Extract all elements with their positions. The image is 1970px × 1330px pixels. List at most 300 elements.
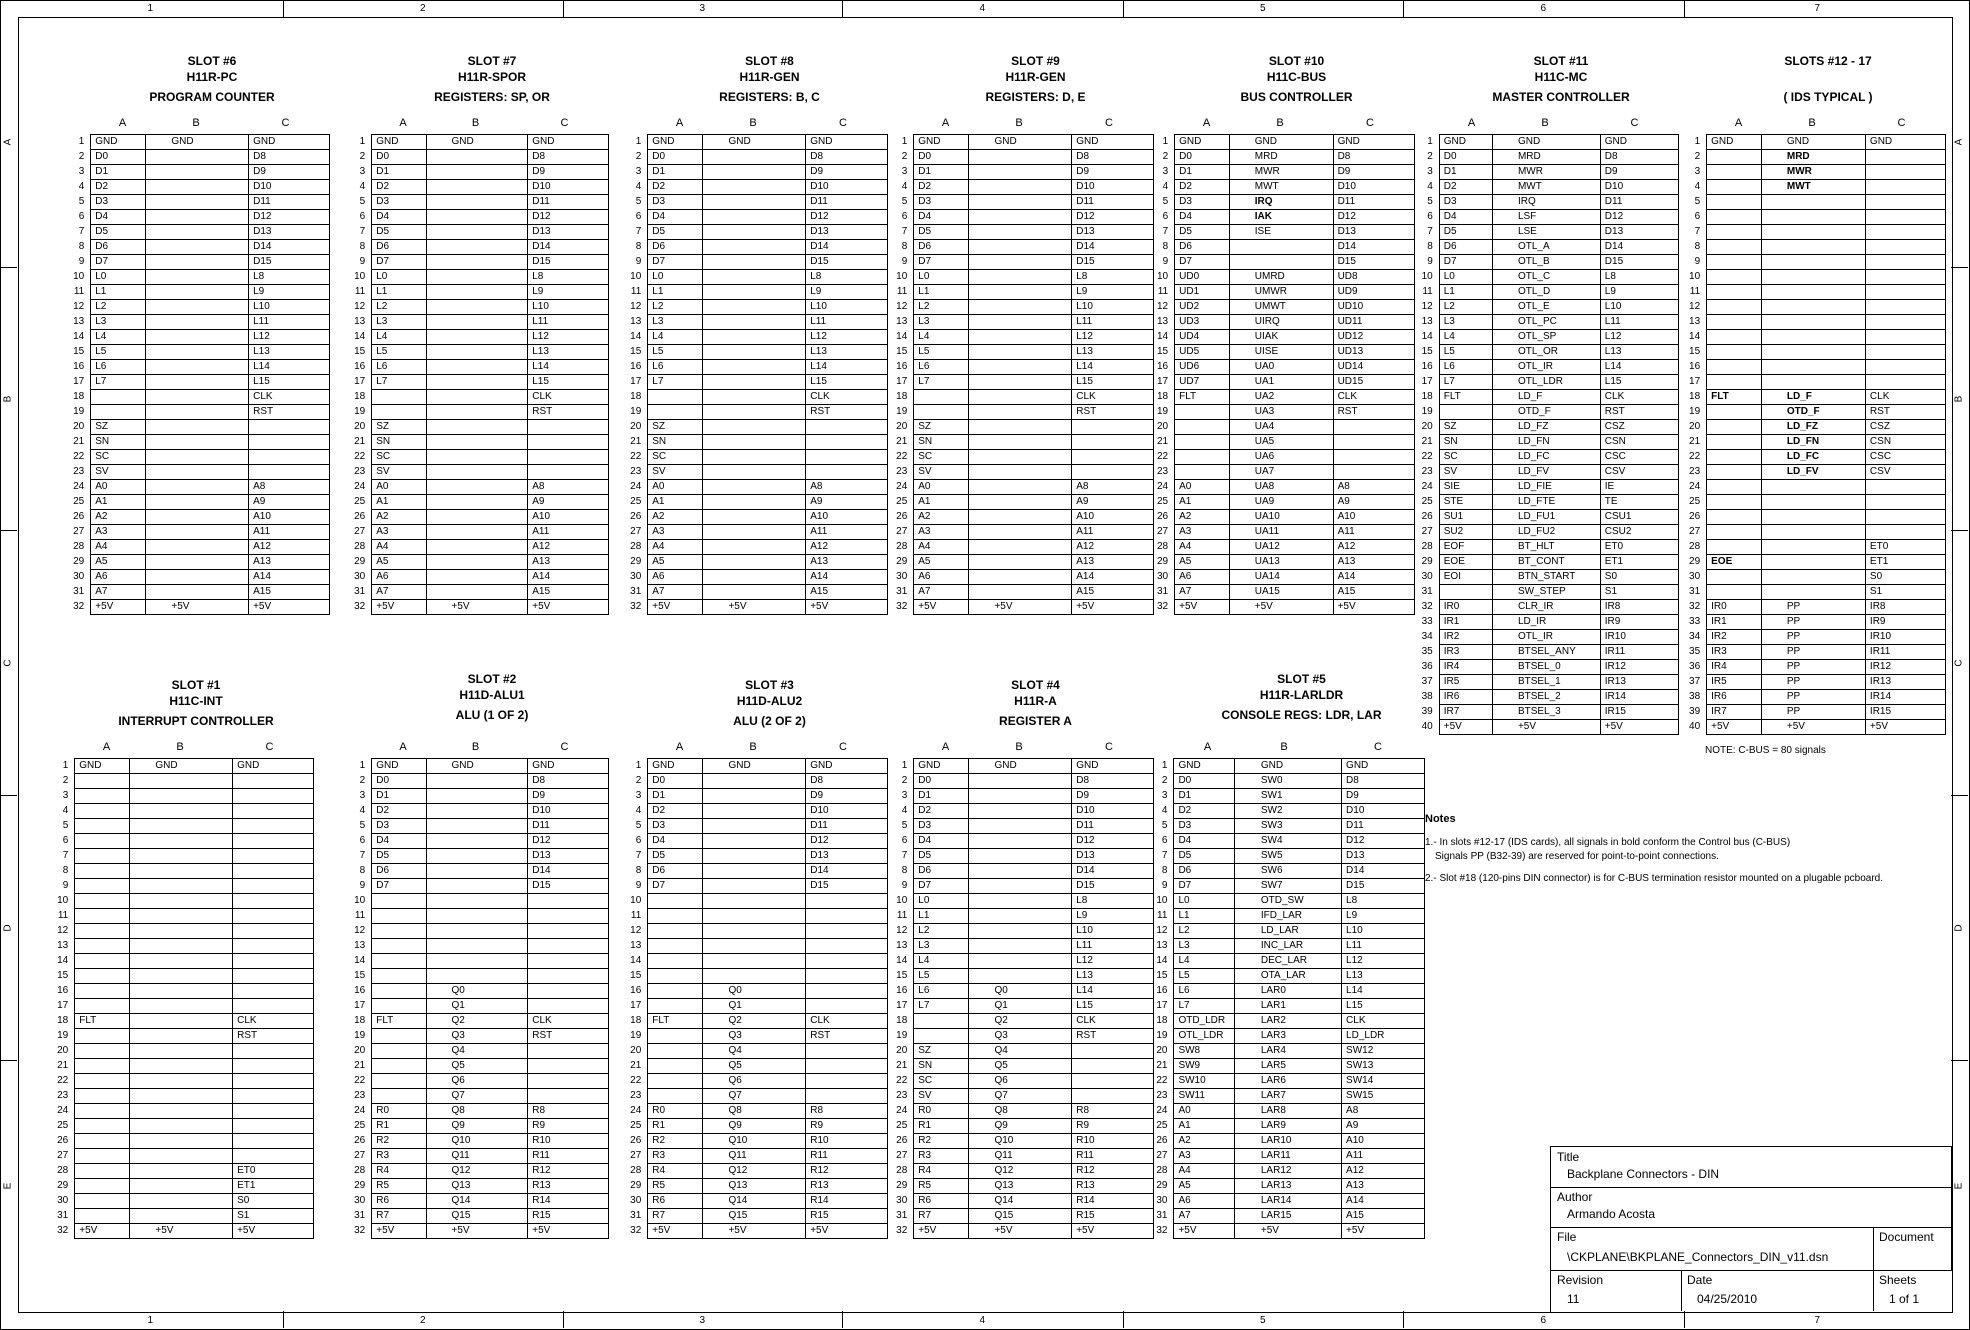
pin-signal bbox=[146, 480, 249, 495]
pin-number: 9 bbox=[1162, 256, 1169, 267]
pin-number: 7 bbox=[901, 850, 908, 861]
pin-signal bbox=[75, 834, 130, 849]
pin-signal bbox=[130, 1089, 233, 1104]
pin-number: 4 bbox=[359, 805, 366, 816]
pin-number: 14 bbox=[73, 331, 85, 342]
pin-signal: GND bbox=[914, 135, 969, 150]
pin-signal bbox=[426, 525, 528, 540]
pin-signal: LD_FN bbox=[1492, 435, 1600, 450]
pin-number: 6 bbox=[1162, 211, 1169, 222]
pin-number: 24 bbox=[354, 1105, 366, 1116]
pin-number: 31 bbox=[73, 586, 85, 597]
pin-number: 2 bbox=[1161, 775, 1168, 786]
pin-signal bbox=[1761, 285, 1865, 300]
pin-signal: GND bbox=[426, 759, 528, 774]
pin-row bbox=[623, 135, 888, 150]
pin-row bbox=[66, 195, 330, 210]
pin-signal bbox=[806, 999, 888, 1014]
pin-number: 19 bbox=[896, 1030, 908, 1041]
pin-signal bbox=[426, 924, 528, 939]
pin-row bbox=[623, 180, 888, 195]
pin-signal: FLT bbox=[1439, 390, 1492, 405]
pin-number: 27 bbox=[1156, 1150, 1168, 1161]
pin-row bbox=[66, 180, 330, 195]
pin-number: 27 bbox=[354, 1150, 366, 1161]
pin-table bbox=[1150, 758, 1425, 1239]
pin-row bbox=[1415, 375, 1679, 390]
pin-signal: A8 bbox=[1333, 480, 1414, 495]
pin-signal bbox=[233, 984, 314, 999]
pin-signal bbox=[233, 1104, 314, 1119]
pin-signal bbox=[703, 270, 806, 285]
pin-signal: UA6 bbox=[1229, 450, 1333, 465]
pin-signal: A5 bbox=[914, 555, 969, 570]
pin-row bbox=[1150, 375, 1415, 390]
pin-signal: IR10 bbox=[1865, 630, 1945, 645]
column-header-a: A bbox=[941, 741, 950, 753]
pin-number: 9 bbox=[62, 880, 69, 891]
slot-header-line1: SLOT #7 bbox=[467, 54, 517, 68]
pin-signal bbox=[1707, 315, 1762, 330]
pin-number: 27 bbox=[1421, 526, 1433, 537]
pin-row bbox=[1415, 165, 1679, 180]
pin-row bbox=[1682, 330, 1946, 345]
pin-signal: MRD bbox=[1761, 150, 1865, 165]
slot-header-line3: CONSOLE REGS: LDR, LAR bbox=[1221, 708, 1382, 722]
pin-row bbox=[1682, 540, 1946, 555]
pin-signal bbox=[1707, 585, 1762, 600]
pin-row bbox=[889, 1134, 1154, 1149]
pin-signal: FLT bbox=[1175, 390, 1230, 405]
pin-number: 28 bbox=[896, 541, 908, 552]
pin-signal: A12 bbox=[1342, 1164, 1425, 1179]
pin-row bbox=[1150, 789, 1425, 804]
notes-heading: Notes bbox=[1425, 813, 1456, 825]
pin-row bbox=[1150, 1194, 1425, 1209]
pin-row bbox=[50, 954, 314, 969]
pin-row bbox=[1150, 1044, 1425, 1059]
pin-signal: +5V bbox=[1342, 1224, 1425, 1239]
pin-signal: D4 bbox=[91, 210, 146, 225]
pin-signal bbox=[1761, 495, 1865, 510]
pin-number: 15 bbox=[896, 346, 908, 357]
pin-number: 30 bbox=[73, 571, 85, 582]
pin-signal bbox=[1865, 285, 1945, 300]
pin-signal: D7 bbox=[1439, 255, 1492, 270]
pin-signal: D0 bbox=[1175, 150, 1230, 165]
pin-row bbox=[66, 150, 330, 165]
pin-signal: D8 bbox=[1333, 150, 1414, 165]
pin-signal: D15 bbox=[806, 879, 888, 894]
pin-signal bbox=[1175, 465, 1230, 480]
pin-signal bbox=[1707, 150, 1762, 165]
pin-number: 26 bbox=[896, 1135, 908, 1146]
pin-row bbox=[1150, 510, 1415, 525]
pin-signal: RST bbox=[1333, 405, 1414, 420]
pin-signal: IR9 bbox=[1600, 615, 1678, 630]
pin-signal bbox=[426, 939, 528, 954]
pin-number: 25 bbox=[57, 1120, 69, 1131]
pin-signal: +5V bbox=[1761, 720, 1865, 735]
pin-number: 8 bbox=[901, 865, 908, 876]
pin-signal bbox=[130, 1194, 233, 1209]
pin-signal bbox=[528, 1059, 609, 1074]
pin-number: 32 bbox=[896, 601, 908, 612]
pin-row bbox=[623, 210, 888, 225]
pin-number: 32 bbox=[1157, 601, 1169, 612]
pin-number: 24 bbox=[354, 481, 366, 492]
pin-signal bbox=[146, 255, 249, 270]
pin-signal: A9 bbox=[249, 495, 330, 510]
pin-signal: LSE bbox=[1492, 225, 1600, 240]
pin-row bbox=[1682, 675, 1946, 690]
pin-signal: D13 bbox=[1072, 225, 1154, 240]
pin-number: 31 bbox=[354, 586, 366, 597]
pin-signal: D8 bbox=[1072, 150, 1154, 165]
pin-signal: L4 bbox=[914, 954, 969, 969]
pin-signal: GND bbox=[528, 759, 609, 774]
pin-signal bbox=[1707, 180, 1762, 195]
pin-signal: L12 bbox=[528, 330, 609, 345]
pin-number: 22 bbox=[630, 451, 642, 462]
pin-signal: LD_F bbox=[1761, 390, 1865, 405]
pin-signal: GND bbox=[1865, 135, 1945, 150]
pin-row bbox=[889, 804, 1154, 819]
pin-signal bbox=[75, 1164, 130, 1179]
pin-signal: Q0 bbox=[969, 984, 1072, 999]
pin-signal: +5V bbox=[1600, 720, 1678, 735]
pin-number: 16 bbox=[1157, 361, 1169, 372]
pin-signal: D14 bbox=[528, 864, 609, 879]
pin-signal: Q9 bbox=[969, 1119, 1072, 1134]
pin-signal bbox=[1761, 300, 1865, 315]
pin-signal bbox=[528, 939, 609, 954]
pin-number: 26 bbox=[896, 511, 908, 522]
pin-signal: A1 bbox=[91, 495, 146, 510]
pin-signal: D14 bbox=[1600, 240, 1678, 255]
pin-number: 10 bbox=[354, 895, 366, 906]
pin-signal bbox=[969, 390, 1072, 405]
pin-signal: D2 bbox=[1174, 804, 1234, 819]
pin-number: 26 bbox=[73, 511, 85, 522]
pin-signal bbox=[1865, 375, 1945, 390]
pin-signal: UD4 bbox=[1175, 330, 1230, 345]
pin-number: 4 bbox=[1161, 805, 1168, 816]
pin-signal: L15 bbox=[1072, 375, 1154, 390]
pin-signal bbox=[528, 894, 609, 909]
pin-signal: A11 bbox=[1342, 1149, 1425, 1164]
pin-signal: L7 bbox=[914, 999, 969, 1014]
pin-number: 14 bbox=[896, 955, 908, 966]
pin-signal: L11 bbox=[806, 315, 888, 330]
pin-signal bbox=[969, 345, 1072, 360]
pin-row bbox=[347, 894, 609, 909]
pin-signal bbox=[130, 1029, 233, 1044]
pin-signal: D13 bbox=[249, 225, 330, 240]
pin-signal: D15 bbox=[1072, 879, 1154, 894]
pin-number: 16 bbox=[896, 361, 908, 372]
pin-row bbox=[1682, 270, 1946, 285]
pin-signal: D7 bbox=[648, 879, 703, 894]
pin-number: 5 bbox=[1161, 820, 1168, 831]
pin-row bbox=[623, 924, 888, 939]
pin-signal: D3 bbox=[372, 819, 426, 834]
pin-signal: D5 bbox=[372, 225, 426, 240]
pin-number: 10 bbox=[896, 895, 908, 906]
pin-signal bbox=[1072, 1074, 1154, 1089]
pin-row bbox=[623, 804, 888, 819]
pin-signal bbox=[969, 954, 1072, 969]
pin-signal bbox=[703, 390, 806, 405]
pin-signal: IR2 bbox=[1707, 630, 1762, 645]
revision-value: 11 bbox=[1567, 1292, 1580, 1306]
pin-signal: CLK bbox=[1865, 390, 1945, 405]
pin-signal: SV bbox=[1439, 465, 1492, 480]
pin-signal: OTL_IR bbox=[1492, 360, 1600, 375]
pin-signal: L14 bbox=[1072, 360, 1154, 375]
pin-row bbox=[66, 390, 330, 405]
pin-signal: LD_FU1 bbox=[1492, 510, 1600, 525]
pin-number: 3 bbox=[901, 790, 908, 801]
pin-signal: SC bbox=[1439, 450, 1492, 465]
pin-number: 9 bbox=[1161, 880, 1168, 891]
pin-signal: D10 bbox=[1342, 804, 1425, 819]
pin-signal: GND bbox=[806, 759, 888, 774]
pin-signal bbox=[75, 819, 130, 834]
pin-signal bbox=[1761, 210, 1865, 225]
pin-row bbox=[1682, 390, 1946, 405]
slot-header-line1: SLOT #10 bbox=[1268, 54, 1325, 68]
pin-signal bbox=[806, 420, 888, 435]
pin-row bbox=[1415, 240, 1679, 255]
pin-signal: L10 bbox=[1072, 300, 1154, 315]
pin-signal: +5V bbox=[1174, 1224, 1234, 1239]
pin-signal: L12 bbox=[1600, 330, 1678, 345]
pin-number: 13 bbox=[354, 940, 366, 951]
pin-signal: D11 bbox=[1342, 819, 1425, 834]
pin-signal: A14 bbox=[528, 570, 609, 585]
pin-row bbox=[889, 759, 1154, 774]
pin-signal bbox=[703, 375, 806, 390]
pin-signal bbox=[703, 420, 806, 435]
pin-number: 2 bbox=[1162, 151, 1169, 162]
pin-signal: A15 bbox=[1342, 1209, 1425, 1224]
pin-signal bbox=[372, 939, 426, 954]
pin-number: 28 bbox=[630, 541, 642, 552]
pin-signal: CSC bbox=[1600, 450, 1678, 465]
pin-row bbox=[889, 525, 1154, 540]
pin-signal: D7 bbox=[648, 255, 703, 270]
pin-row bbox=[623, 465, 888, 480]
pin-row bbox=[889, 849, 1154, 864]
pin-signal bbox=[233, 999, 314, 1014]
pin-table bbox=[889, 134, 1154, 615]
pin-signal: SV bbox=[648, 465, 703, 480]
pin-number: 3 bbox=[78, 166, 85, 177]
pin-row bbox=[347, 789, 609, 804]
pin-table bbox=[1415, 134, 1679, 735]
pin-row bbox=[889, 969, 1154, 984]
pin-signal: UA7 bbox=[1229, 465, 1333, 480]
pin-signal bbox=[1865, 210, 1945, 225]
pin-number: 19 bbox=[57, 1030, 69, 1041]
pin-row bbox=[347, 1014, 609, 1029]
pin-signal: L4 bbox=[914, 330, 969, 345]
pin-row bbox=[347, 150, 609, 165]
pin-row bbox=[66, 600, 330, 615]
pin-row bbox=[347, 879, 609, 894]
pin-signal: S1 bbox=[1600, 585, 1678, 600]
pin-signal bbox=[703, 210, 806, 225]
pin-signal bbox=[426, 360, 528, 375]
pin-number: 7 bbox=[359, 226, 366, 237]
pin-row bbox=[1150, 345, 1415, 360]
document-label: Document bbox=[1879, 1230, 1934, 1244]
pin-number: 14 bbox=[57, 955, 69, 966]
pin-signal: D9 bbox=[1600, 165, 1678, 180]
pin-signal bbox=[372, 969, 426, 984]
pin-row bbox=[889, 240, 1154, 255]
pin-row bbox=[1150, 135, 1415, 150]
pin-signal bbox=[1761, 330, 1865, 345]
pin-signal: A12 bbox=[528, 540, 609, 555]
pin-signal bbox=[146, 510, 249, 525]
pin-signal: D4 bbox=[648, 834, 703, 849]
pin-signal: D9 bbox=[1072, 165, 1154, 180]
pin-number: 1 bbox=[78, 136, 85, 147]
pin-signal: L12 bbox=[1072, 954, 1154, 969]
pin-signal: +5V bbox=[426, 600, 528, 615]
pin-signal: GND bbox=[1342, 759, 1425, 774]
slot-header bbox=[651, 53, 888, 105]
pin-signal bbox=[969, 540, 1072, 555]
pin-number: 2 bbox=[1427, 151, 1433, 162]
pin-signal: D3 bbox=[648, 819, 703, 834]
pin-signal: Q2 bbox=[703, 1014, 806, 1029]
pin-signal bbox=[703, 180, 806, 195]
pin-row bbox=[1682, 495, 1946, 510]
pin-signal bbox=[703, 480, 806, 495]
pin-signal bbox=[372, 954, 426, 969]
zone-row-label: A bbox=[2, 138, 14, 146]
column-header-b: B bbox=[192, 117, 200, 129]
pin-signal: A2 bbox=[91, 510, 146, 525]
pin-row bbox=[1682, 315, 1946, 330]
pin-signal: L3 bbox=[372, 315, 426, 330]
pin-number: 10 bbox=[354, 271, 366, 282]
pin-signal: D1 bbox=[1174, 789, 1234, 804]
pin-signal: D10 bbox=[1600, 180, 1678, 195]
pin-number: 34 bbox=[1421, 631, 1433, 642]
pin-signal: GND bbox=[969, 759, 1072, 774]
pin-signal: L15 bbox=[1342, 999, 1425, 1014]
pin-signal: +5V bbox=[1492, 720, 1600, 735]
pin-number: 13 bbox=[1157, 316, 1169, 327]
pin-signal: IR2 bbox=[1439, 630, 1492, 645]
pin-signal bbox=[648, 984, 703, 999]
pin-row bbox=[347, 1074, 609, 1089]
pin-signal bbox=[648, 390, 703, 405]
pin-number: 21 bbox=[354, 436, 366, 447]
pin-number: 8 bbox=[901, 241, 908, 252]
pin-row bbox=[347, 540, 609, 555]
pin-signal: IR1 bbox=[1707, 615, 1762, 630]
pin-signal bbox=[914, 1029, 969, 1044]
pin-number: 10 bbox=[1689, 271, 1701, 282]
pin-row bbox=[1150, 1074, 1425, 1089]
pin-row bbox=[889, 255, 1154, 270]
pin-signal: LAR7 bbox=[1234, 1089, 1341, 1104]
pin-number: 4 bbox=[1162, 181, 1169, 192]
pin-signal: MRD bbox=[1492, 150, 1600, 165]
pin-signal bbox=[1707, 570, 1762, 585]
pin-signal: L8 bbox=[1600, 270, 1678, 285]
pin-table bbox=[623, 758, 888, 1239]
pin-number: 14 bbox=[630, 331, 642, 342]
pin-number: 30 bbox=[630, 1195, 642, 1206]
pin-row bbox=[347, 555, 609, 570]
pin-signal: A10 bbox=[249, 510, 330, 525]
pin-signal: D2 bbox=[648, 804, 703, 819]
pin-signal bbox=[75, 1074, 130, 1089]
pin-signal bbox=[426, 345, 528, 360]
pin-signal: OTL_E bbox=[1492, 300, 1600, 315]
pin-signal: EOF bbox=[1439, 540, 1492, 555]
pin-row bbox=[1150, 819, 1425, 834]
pin-signal bbox=[1707, 435, 1762, 450]
pin-signal: D11 bbox=[806, 819, 888, 834]
zone-tick bbox=[283, 0, 284, 17]
pin-signal: A14 bbox=[1342, 1194, 1425, 1209]
pin-row bbox=[347, 360, 609, 375]
pin-signal bbox=[969, 555, 1072, 570]
zone-tick bbox=[1123, 1311, 1124, 1328]
pin-signal: D14 bbox=[1072, 864, 1154, 879]
pin-row bbox=[50, 1014, 314, 1029]
pin-signal: R0 bbox=[372, 1104, 426, 1119]
pin-signal bbox=[1072, 465, 1154, 480]
pin-signal: UD7 bbox=[1175, 375, 1230, 390]
pin-row bbox=[347, 450, 609, 465]
pin-signal bbox=[1761, 240, 1865, 255]
pin-signal: GND bbox=[1229, 135, 1333, 150]
pin-row bbox=[623, 195, 888, 210]
pin-signal bbox=[806, 939, 888, 954]
pin-signal: LAR15 bbox=[1234, 1209, 1341, 1224]
pin-signal: FLT bbox=[1707, 390, 1762, 405]
pin-signal: D4 bbox=[372, 210, 426, 225]
pin-number: 11 bbox=[1157, 910, 1168, 921]
pin-signal: IR7 bbox=[1707, 705, 1762, 720]
pin-row bbox=[50, 834, 314, 849]
pin-signal bbox=[648, 1089, 703, 1104]
pin-signal: A10 bbox=[1342, 1134, 1425, 1149]
pin-number: 17 bbox=[1156, 1000, 1168, 1011]
pin-signal: D5 bbox=[372, 849, 426, 864]
pin-signal bbox=[130, 1179, 233, 1194]
pin-number: 5 bbox=[359, 196, 366, 207]
slot-header-line1: SLOT #4 bbox=[1011, 678, 1060, 692]
pin-signal: CLK bbox=[1072, 390, 1154, 405]
pin-signal: R2 bbox=[372, 1134, 426, 1149]
pin-number: 29 bbox=[1156, 1180, 1168, 1191]
pin-signal: L1 bbox=[91, 285, 146, 300]
pin-signal: SN bbox=[914, 1059, 969, 1074]
pin-signal bbox=[146, 390, 249, 405]
pin-number: 9 bbox=[78, 256, 85, 267]
pin-row bbox=[347, 1089, 609, 1104]
pin-signal: UD1 bbox=[1175, 285, 1230, 300]
